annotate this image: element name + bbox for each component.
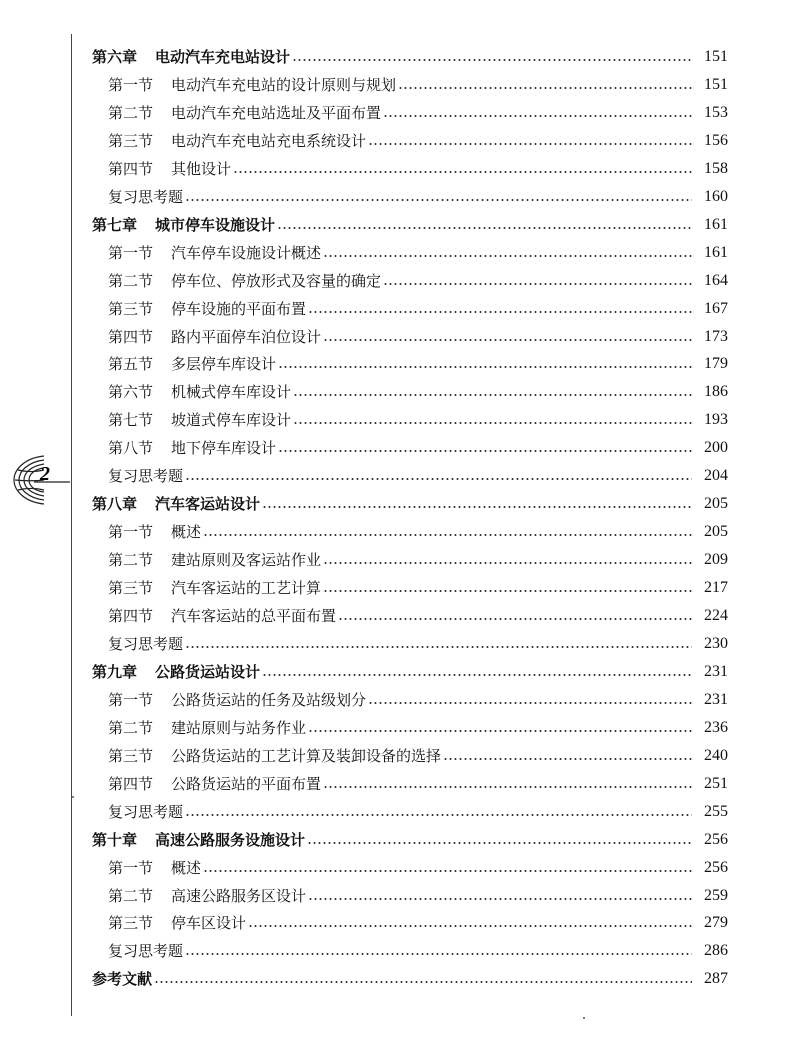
toc-chapter-entry[interactable] [92, 490, 728, 518]
toc-row [0, 937, 790, 965]
toc-section-entry[interactable] [108, 406, 728, 434]
toc-entry-title: 高速公路服务设施设计 [155, 830, 306, 849]
toc-review-entry[interactable] [108, 462, 728, 490]
toc-page-number: 186 [704, 383, 728, 401]
toc-entry-number: 第二节 [108, 103, 154, 122]
toc-page-number: 209 [704, 551, 728, 569]
toc-entry-number: 第三节 [108, 579, 154, 598]
dot-leader [323, 339, 692, 341]
toc-entry-title: 汽车客运站的工艺计算 [171, 579, 322, 598]
toc-row [0, 826, 790, 854]
toc-row [0, 714, 790, 742]
dot-leader [323, 590, 692, 592]
dot-leader [368, 143, 692, 145]
dot-leader [277, 227, 692, 229]
toc-entry-title: 电动汽车充电站设计 [155, 48, 291, 66]
toc-entry-number: 第一节 [108, 75, 154, 94]
toc-entry-number: 第二节 [108, 271, 154, 290]
toc-entry-title: 其他设计 [171, 159, 232, 178]
toc-page-number: 251 [704, 774, 728, 792]
toc-row [0, 323, 790, 351]
toc-entry-title: 多层停车库设计 [171, 355, 277, 374]
toc-row [0, 406, 790, 434]
dot-leader [368, 702, 692, 704]
toc-review-entry[interactable] [108, 183, 728, 211]
toc-row [0, 350, 790, 378]
toc-section-entry[interactable] [108, 602, 728, 630]
dot-leader [185, 646, 692, 648]
toc-entry-number: 第一节 [108, 523, 154, 542]
dot-leader [293, 394, 692, 396]
toc-page-number: 193 [704, 411, 728, 429]
toc-section-entry[interactable] [108, 742, 728, 770]
toc-section-entry[interactable] [108, 574, 728, 602]
toc-entry-title: 路内平面停车泊位设计 [171, 327, 322, 346]
toc-entry-title: 建站原则及客运站作业 [171, 551, 322, 570]
toc-page-number: 286 [704, 942, 728, 960]
toc-row [0, 211, 790, 239]
dot-leader [338, 618, 692, 620]
toc-page-number: 240 [704, 746, 728, 764]
toc-entry-number: 第一节 [108, 858, 154, 877]
toc-page-number: 151 [704, 48, 728, 65]
page-number: 2 [40, 463, 50, 485]
toc-entry-title: 地下停车库设计 [171, 439, 277, 458]
toc-section-entry[interactable] [108, 155, 728, 183]
toc-entry-number: 第七章 [92, 215, 138, 234]
dot-leader [308, 311, 692, 313]
toc-row [0, 742, 790, 770]
dot-leader [323, 562, 692, 564]
toc-page-number: 158 [704, 159, 728, 177]
toc-row [0, 798, 790, 826]
toc-page-number: 255 [704, 802, 728, 820]
toc-row [0, 155, 790, 183]
toc-entry-number: 第二节 [108, 718, 154, 737]
toc-page-number: 259 [704, 886, 728, 904]
toc-section-entry[interactable] [108, 882, 728, 910]
toc-section-entry[interactable] [108, 239, 728, 267]
toc-page-number: 224 [704, 607, 728, 624]
toc-page-number: 153 [704, 103, 728, 121]
toc-chapter-entry[interactable] [92, 43, 728, 71]
toc-entry-title: 坡道式停车库设计 [171, 411, 292, 430]
toc-page-number: 151 [704, 75, 728, 93]
toc-page-number: 167 [704, 299, 728, 317]
toc-entry-number: 第八节 [108, 439, 154, 458]
toc-row [0, 770, 790, 798]
toc-entry-title: 公路货运站的平面布置 [171, 774, 322, 793]
toc-section-entry[interactable] [108, 295, 728, 323]
toc-page-number: 230 [704, 634, 728, 652]
dot-leader [443, 758, 692, 760]
toc-entry-title: 电动汽车充电站的设计原则与规划 [171, 75, 397, 94]
dot-leader [154, 981, 692, 983]
toc-review-entry[interactable] [108, 630, 728, 658]
toc-section-entry[interactable] [108, 267, 728, 295]
dot-leader [398, 87, 692, 89]
toc-entry-number: 第六章 [92, 48, 138, 66]
toc-entry-title: 停车设施的平面布置 [171, 299, 307, 318]
toc-entry-number: 第十章 [92, 830, 138, 849]
stray-mark [583, 1017, 585, 1019]
toc-entry-title: 概述 [171, 858, 202, 877]
toc-page-number: 205 [704, 523, 728, 541]
toc-row [0, 546, 790, 574]
toc-row [0, 434, 790, 462]
toc-entry-number: 第九章 [92, 662, 138, 681]
toc-entry-number: 第六节 [108, 383, 154, 402]
toc-entry-title: 汽车客运站设计 [155, 495, 261, 514]
dot-leader [185, 814, 692, 816]
toc-entry-number: 第五节 [108, 355, 154, 374]
toc-entry-number: 第七节 [108, 411, 154, 430]
toc-row [0, 267, 790, 295]
toc-row [0, 295, 790, 323]
toc-row [0, 99, 790, 127]
toc-page-number: 204 [704, 467, 728, 485]
dot-leader [185, 199, 692, 201]
dot-leader [203, 534, 692, 536]
toc-page-number: 231 [704, 690, 728, 708]
toc-section-entry[interactable] [108, 546, 728, 574]
toc-row [0, 378, 790, 406]
dot-leader [383, 283, 692, 285]
toc-section-entry[interactable] [108, 99, 728, 127]
toc-entry-title: 汽车客运站的总平面布置 [171, 607, 337, 625]
toc-entry-number: 第一节 [108, 690, 154, 709]
toc-section-entry[interactable] [108, 909, 728, 937]
dot-leader [323, 255, 692, 257]
toc-row [0, 490, 790, 518]
toc-row [0, 71, 790, 99]
toc-chapter-entry[interactable] [92, 658, 728, 686]
toc-page-number: 236 [704, 718, 728, 736]
toc-row [0, 602, 790, 630]
toc-entry-title: 公路货运站设计 [155, 662, 261, 681]
toc-row [0, 518, 790, 546]
toc-entry-title: 公路货运站的任务及站级划分 [171, 690, 367, 709]
toc-entry-number: 第二节 [108, 886, 154, 905]
table-of-contents [0, 43, 790, 995]
toc-page-number: 256 [704, 858, 728, 876]
toc-row [0, 574, 790, 602]
toc-row [0, 462, 790, 490]
toc-row [0, 909, 790, 937]
toc-entry-number: 第四节 [108, 774, 154, 793]
toc-page-number: 173 [704, 327, 728, 345]
toc-entry-title: 复习思考题 [108, 802, 184, 821]
toc-section-entry[interactable] [108, 854, 728, 882]
toc-page-number: 160 [704, 187, 728, 205]
toc-entry-number: 第四节 [108, 327, 154, 346]
dot-leader [278, 450, 692, 452]
toc-entry-number: 第三节 [108, 914, 154, 933]
toc-entry-title: 复习思考题 [108, 634, 184, 653]
toc-section-entry[interactable] [108, 378, 728, 406]
toc-section-entry[interactable] [108, 714, 728, 742]
toc-row [0, 854, 790, 882]
toc-entry-number: 第三节 [108, 746, 154, 765]
toc-page-number: 287 [704, 970, 728, 988]
toc-section-entry[interactable] [108, 686, 728, 714]
toc-row [0, 965, 790, 993]
toc-section-entry[interactable] [108, 434, 728, 462]
toc-page-number: 231 [704, 662, 728, 680]
toc-page-number: 179 [704, 355, 728, 373]
toc-row [0, 658, 790, 686]
dot-leader [185, 478, 692, 480]
toc-page-number: 156 [704, 131, 728, 149]
toc-page-number: 161 [704, 243, 728, 261]
toc-page-number: 205 [704, 495, 728, 513]
toc-entry-title: 复习思考题 [108, 187, 184, 206]
toc-row [0, 43, 790, 71]
toc-row [0, 686, 790, 714]
toc-entry-number: 第三节 [108, 131, 154, 150]
toc-entry-number: 第四节 [108, 159, 154, 178]
toc-page-number: 164 [704, 271, 728, 289]
toc-row [0, 882, 790, 910]
dot-leader [233, 171, 692, 173]
toc-entry-title: 停车位、停放形式及容量的确定 [171, 271, 382, 290]
toc-section-entry[interactable] [108, 770, 728, 798]
toc-chapter-entry[interactable] [92, 826, 728, 854]
toc-page-number: 217 [704, 579, 728, 597]
dot-leader [203, 870, 692, 872]
dot-leader [308, 730, 692, 732]
toc-section-entry[interactable] [108, 71, 728, 99]
toc-section-entry[interactable] [108, 127, 728, 155]
toc-entry-number: 第二节 [108, 551, 154, 570]
toc-entry-title: 电动汽车充电站充电系统设计 [171, 131, 367, 150]
dot-leader [248, 925, 692, 927]
toc-row [0, 239, 790, 267]
toc-entry-number: 第三节 [108, 299, 154, 318]
toc-entry-title: 复习思考题 [108, 467, 184, 486]
toc-section-entry[interactable] [108, 350, 728, 378]
toc-entry-title: 建站原则与站务作业 [171, 718, 307, 737]
toc-page-number: 200 [704, 439, 728, 457]
dot-leader [308, 898, 692, 900]
toc-review-entry[interactable] [108, 937, 728, 965]
toc-row [0, 183, 790, 211]
toc-page-number: 161 [704, 215, 728, 233]
toc-entry-title: 机械式停车库设计 [171, 383, 292, 402]
toc-page-number: 279 [704, 914, 728, 932]
dot-leader [185, 953, 692, 955]
dot-leader [292, 59, 692, 61]
toc-review-entry[interactable] [108, 798, 728, 826]
toc-row [0, 127, 790, 155]
dot-leader [383, 115, 692, 117]
toc-entry-title: 概述 [171, 523, 202, 542]
toc-entry-title: 公路货运站的工艺计算及装卸设备的选择 [171, 746, 442, 765]
toc-section-entry[interactable] [108, 518, 728, 546]
toc-references-entry[interactable] [92, 965, 728, 993]
toc-entry-title: 高速公路服务区设计 [171, 886, 307, 905]
toc-section-entry[interactable] [108, 323, 728, 351]
dot-leader [278, 366, 692, 368]
toc-entry-title: 停车区设计 [171, 914, 247, 933]
dot-leader [293, 422, 692, 424]
toc-entry-number: 第四节 [108, 607, 154, 625]
dot-leader [262, 674, 692, 676]
dot-leader [262, 506, 692, 508]
toc-entry-title: 复习思考题 [108, 942, 184, 961]
toc-entry-title: 汽车停车设施设计概述 [171, 243, 322, 262]
toc-entry-number: 第一节 [108, 243, 154, 262]
toc-entry-number: 第八章 [92, 495, 138, 514]
toc-entry-title: 城市停车设施设计 [155, 215, 276, 234]
toc-page-number: 256 [704, 830, 728, 848]
toc-entry-title: 电动汽车充电站选址及平面布置 [171, 103, 382, 122]
dot-leader [307, 842, 692, 844]
toc-row [0, 630, 790, 658]
toc-entry-title: 参考文献 [92, 970, 153, 989]
dot-leader [323, 786, 692, 788]
toc-chapter-entry[interactable] [92, 211, 728, 239]
